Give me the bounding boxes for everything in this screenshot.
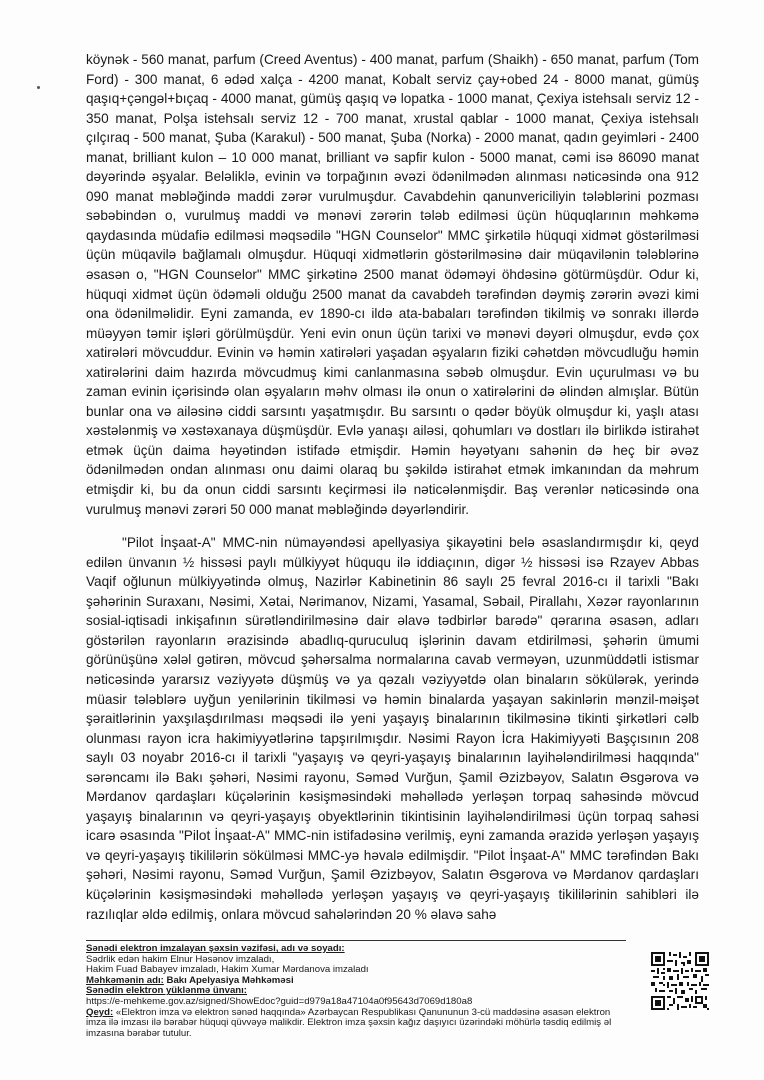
margin-dot [37, 86, 40, 89]
court-name: Bakı Apelyasiya Məhkəməsi [166, 974, 294, 986]
paragraph-2: "Pilot İnşaat-A" MMC-nin nümayəndəsi apellyasiya şikayətini belə əsaslandırmışdır ki, qeyd edilən ünvanın ½ hissəsi paylı mülkiyyət hüququ ilə iddiaçının, digər ½ hissəsi isə Rzayev Abbas Vaqif oğlunun mülkiyyətində olmuş, Nazirlər Kabinetinin 86 saylı 25 fevral 2016-cı il tarixli "Bakı şəhərinin Suraxanı, Nəsimi, Xətai, Nərimanov, Nizami, Yasamal, Səbail, Pirallahı, Xəzər rayonlarının sosial-iqtisadi inkişafının sürətləndirilməsinə dair əlavə tədbirlər barədə" qərarına əsasən, adları göstərilən rayonların ərazisində abadlıq-quruculuq işlərinin davam etdirilməsi, şəhərin ümumi görünüşünə xələl gətirən, mövcud şəhərsalma normalarına cavab verməyən, uzunmüddətli istismar nəticəsində yararsız vəziyyətə düşmüş və ya qəzalı vəziyyətdə olan binaların sökülərək, yerində müasir tələblərə uyğun yenilərinin tikilməsi və həmin binalarda yaşayan sakinlərin mənzil-məişət şəraitlərinin yaxşılaşdırılması məqsədi ilə yeni yaşayış binalarının tikilməsinə tikinti şirkətləri cəlb olunması rayon icra hakimiyyətlərinə tapşırılmışdır. Nəsimi Rayon İcra Hakimiyyəti Başçısının 208 saylı 03 noyabr 2016-cı il tarixli "yaşayış və qeyri-yaşayış binalarının layihələndirilməsi haqqında" sərəncamı ilə Bakı şəhəri, Nəsimi rayonu, Səməd Vurğun, Şamil Əzizbəyov, Salatın Əsgərova və Mərdanov qardaşları küçələrinin kəsişməsindəki məhəllədə yerləşən torpaq sahəsində mövcud yaşayış binalarının və qeyri-yaşayış obyektlərinin tikintisinin layihələndirilməsi üçün torpaq sahəsi icarə əsasında "Pilot İnşaat-A" MMC-nin istifadəsinə verilmiş, eyni zamanda ərazidə yerləşən yaşayış və qeyri-yaşayış tikililərin sökülməsi MMC-yə həvalə edilmişdir. "Pilot İnşaat-A" MMC tərəfindən Bakı şəhəri, Nəsimi rayonu, Səməd Vurğun, Şamil Əzizbəyov, Salatın Əsgərova və Mərdanov qardaşları küçələrinin kəsişməsindəki məhəllədə yerləşən yaşayış və qeyri-yaşayış tikililərinin sahibləri ilə razılıqlar əldə edilmiş, onlara mövcud sahələrindən 20 % əlavə sahə [86, 535, 699, 922]
note-text: «Elektron imza və elektron sənəd haqqında» Azərbaycan Respublikası Qanununun 3-cü maddəsinə əsasən elektron imza ilə imzası ilə bərabər hüquqi qüvvəyə malikdir. Elektron imza şəxsin kağız daşıyıcı üzərindəki möhürlə təsdiq edilmiş əl imzasına bərabər tutulur. [86, 1006, 612, 1039]
signer-heading: Sənədi elektron imzalayan şəxsin vəzifəsi, adı və soyadı: [86, 943, 345, 954]
court-heading: Məhkəmənin adı: [86, 974, 164, 986]
document-body [86, 50, 699, 924]
signature-info [86, 940, 626, 1039]
qr-code-icon [651, 952, 709, 1010]
signature-footer [86, 940, 706, 1076]
footer-divider [86, 940, 626, 941]
url-heading: Sənədin elektron yüklənmə ünvanı: [86, 985, 248, 997]
paragraph-1: köynək - 560 manat, parfum (Creed Aventus) - 400 manat, parfum (Shaikh) - 650 manat, parfum (Tom Ford) - 300 manat, 6 ədəd xalça - 4200 manat, Kobalt serviz çay+obed 24 - 8000 manat, gümüş qaşıq+çəngəl+bıçaq - 4000 manat, gümüş qaşıq və lopatka - 1000 manat, Çexiya istehsalı serviz 12 - 350 manat, Polşa istehsalı serviz 12 - 700 manat, xrustal qablar - 1000 manat, Çexiya istehsalı çılçıraq - 500 manat, Şuba (Karakul) - 500 manat, Şuba (Norka) - 2000 manat, qadın geyimləri - 2400 manat, brilliant kulon – 10 000 manat, brilliant və sapfir kulon - 5000 manat, cəmi isə 86090 manat dəyərində əşyalar. Beləliklə, evinin və torpağının əvəzi ödənilmədən alınması nəticəsində ona 912 090 manat məbləğində maddi zərər vurulmuşdur. Cavabdehin qanunvericiliyin tələblərini pozması səbəbindən o, vurulmuş maddi və mənəvi zərərin tələb edilməsi üçün hüquqlarının məhkəmə qaydasında müdafiə edilməsi məqsədilə "HGN Counselor" MMC şirkətilə hüquqi xidmət göstərilməsi üçün müqavilə bağlamalı olmuşdur. Hüquqi xidmətlərin göstərilməsinə dair müqavilənin tələblərinə əsasən o, "HGN Counselor" MMC şirkətinə 2500 manat ödəməyi öhdəsinə götürmüşdür. Odur ki, hüquqi xidmət üçün ödəməli olduğu 2500 manat da cavabdeh tərəfindən dəymiş zərərin əvəzi kimi ona ödənilməlidir. Eyni zamanda, ev 1890-cı ildə ata-babaları tərəfindən tikilmiş və sonrakı illərdə müəyyən təmir işləri görülmüşdür. Yeni evin onun üçün tarixi və mənəvi dəyəri olmuşdur, evdə çox xatirələri mövcuddur. Evinin və həmin xatirələri yaşadan əşyaların fiziki cəhətdən mövcudluğu həmin xatirələrini daim hazırda mövcudmuş kimi canlanmasına səbəb olmuşdur. Evin uçurulması və bu zaman evinin içərisində olan əşyaların məhv olması ilə onun o xatirələrini də əlindən almışlar. Bütün bunlar ona və ailəsinə ciddi sarsıntı yaşatmışdır. Bu sarsıntı o qədər böyük olmuşdur ki, yaşlı atası xəstələnmiş və xəstəxanaya düşmüşdür. Evlə yanaşı ailəsi, qohumları və dostları ilə birlikdə istirahət etmək üçün daima həyətindən istifadə etmişdir. Həmin həyətyanı sahənin də heç bir əvəz ödənilmədən ondan alınması onu daimi olaraq bu şəkildə istirahət etmək imkanından da məhrum etmişdir ki, bu da onun ciddi sarsıntı keçirməsi ilə nəticələnmişdir. Baş verənlər nəticəsində ona vurulmuş mənəvi zərəri 50 000 manat məbləğində dəyərləndirir. [86, 52, 699, 517]
legal-note [86, 1008, 626, 1040]
signer-line-1: Sədrlik edən hakim Elnur Həsənov imzaladı, [86, 953, 275, 965]
download-url[interactable]: https://e-mehkeme.gov.az/signed/ShowEdoc?guid=d979a18a47104a0f95643d7069d180a8 [86, 995, 473, 1007]
signer-line-2: Hakim Fuad Babayev imzaladı, Hakim Xumar Mərdanova imzaladı [86, 964, 369, 976]
note-heading: Qeyd: [86, 1006, 114, 1018]
